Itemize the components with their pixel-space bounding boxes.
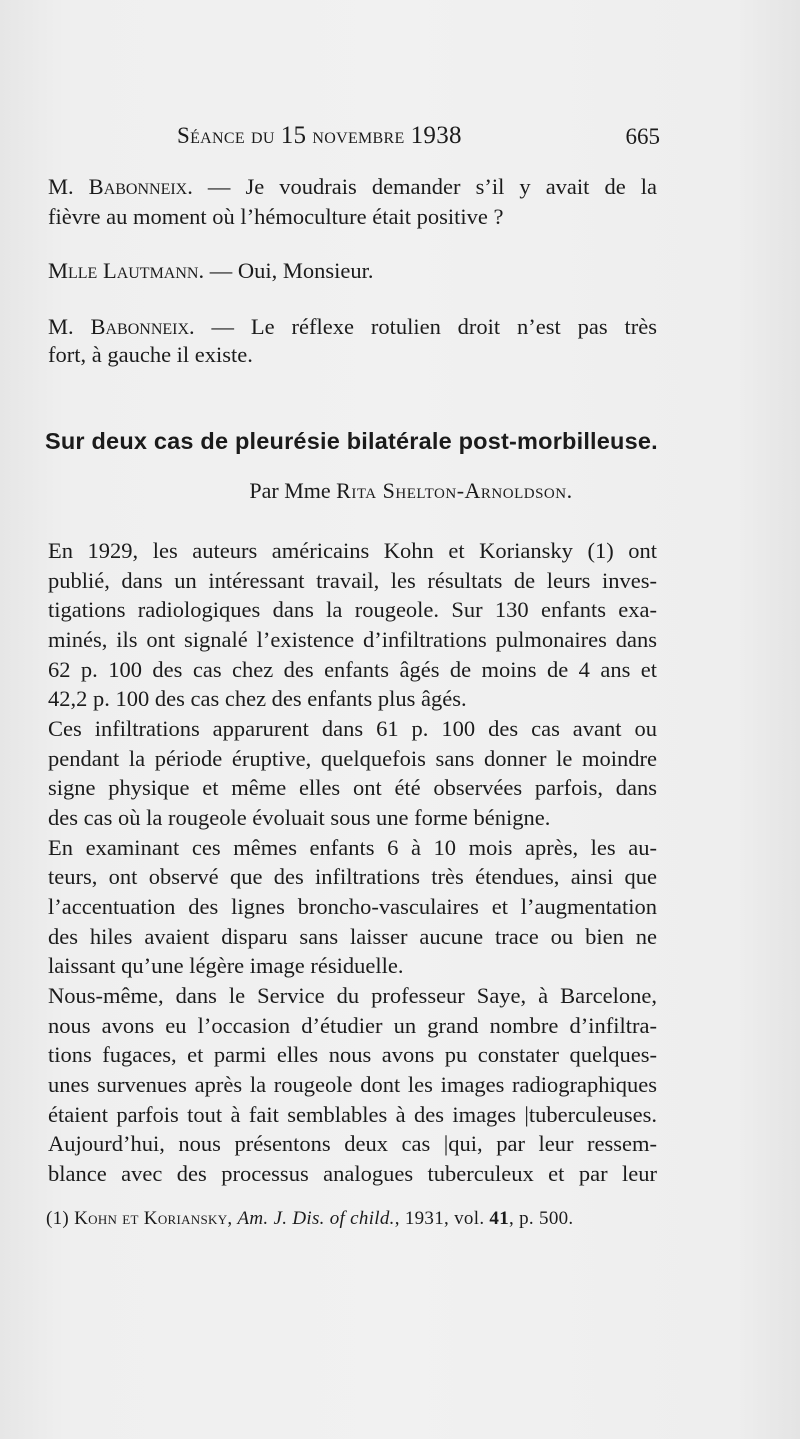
body-line: Aujourd’hui, nous présentons deux cas |qui, par leur ressem- [48, 1131, 657, 1156]
dialogue-line: fort, à gauche il existe. [48, 342, 253, 367]
dialogue-line: M. Babonneix. — Je voudrais demander s’il y avait de la [48, 174, 658, 199]
running-head: Séance du 15 novembre 1938 [177, 122, 462, 149]
body-line: En examinant ces mêmes enfants 6 à 10 mois après, les au- [48, 835, 657, 860]
dialogue-line: fièvre au moment où l’hémoculture était positive ? [48, 204, 504, 229]
article-byline: Par Mme Rita Shelton-Arnoldson. [249, 478, 573, 503]
speaker-name: M. Babonneix. [48, 174, 193, 199]
body-line: minés, ils ont signalé l’existence d’infiltrations pulmonaires dans [48, 627, 657, 652]
dialogue-line: M. Babonneix. — Le réflexe rotulien droit n’est pas très [48, 314, 658, 339]
body-line: Ces infiltrations apparurent dans 61 p. 100 des cas avant ou [48, 716, 657, 741]
body-line: tigations radiologiques dans la rougeole. Sur 130 enfants exa- [48, 597, 657, 622]
body-line: Nous-même, dans le Service du professeur Saye, à Barcelone, [48, 983, 657, 1008]
body-line: l’accentuation des lignes broncho-vasculaires et l’augmentation [48, 894, 657, 919]
body-line: teurs, ont observé que des infiltrations très étendues, ainsi que [48, 864, 657, 889]
body-line: 42,2 p. 100 des cas chez des enfants plus âgés. [48, 686, 467, 711]
footnote: (1) Kohn et Koriansky, Am. J. Dis. of child., 1931, vol. 41, p. 500. [46, 1208, 574, 1229]
page-number: 665 [625, 124, 660, 149]
body-line: publié, dans un intéressant travail, les résultats de leurs inves- [48, 568, 657, 593]
page-header [52, 122, 660, 152]
body-line: des cas où la rougeole évoluait sous une forme bénigne. [48, 805, 551, 830]
body-line: unes survenues après la rougeole dont les images radiographiques [48, 1072, 657, 1097]
body-line: En 1929, les auteurs américains Kohn et Koriansky (1) ont [48, 538, 657, 563]
speaker-name: Mlle Lautmann. [48, 258, 205, 283]
body-line: des hiles avaient disparu sans laisser aucune trace ou bien ne [48, 924, 657, 949]
body-line: signe physique et même elles ont été observées parfois, dans [48, 775, 657, 800]
body-line: pendant la période éruptive, quelquefois sans donner le moindre [48, 746, 657, 771]
body-line: blance avec des processus analogues tuberculeux et par leur [48, 1161, 657, 1186]
body-line: 62 p. 100 des cas chez des enfants âgés de moins de 4 ans et [48, 657, 657, 682]
body-line: nous avons eu l’occasion d’étudier un grand nombre d’infiltra- [48, 1013, 657, 1038]
body-line: tions fugaces, et parmi elles nous avons pu constater quelques- [48, 1042, 657, 1067]
body-line: étaient parfois tout à fait semblables à des images |tuberculeuses. [48, 1102, 657, 1127]
body-line: laissant qu’une légère image résiduelle. [48, 953, 404, 978]
footnote-marker: (1) [46, 1208, 70, 1229]
dialogue-line: Mlle Lautmann. — Oui, Monsieur. [48, 258, 374, 283]
article-title: Sur deux cas de pleurésie bilatérale post-morbilleuse. [45, 428, 658, 454]
speaker-name: M. Babonneix. [48, 314, 195, 339]
